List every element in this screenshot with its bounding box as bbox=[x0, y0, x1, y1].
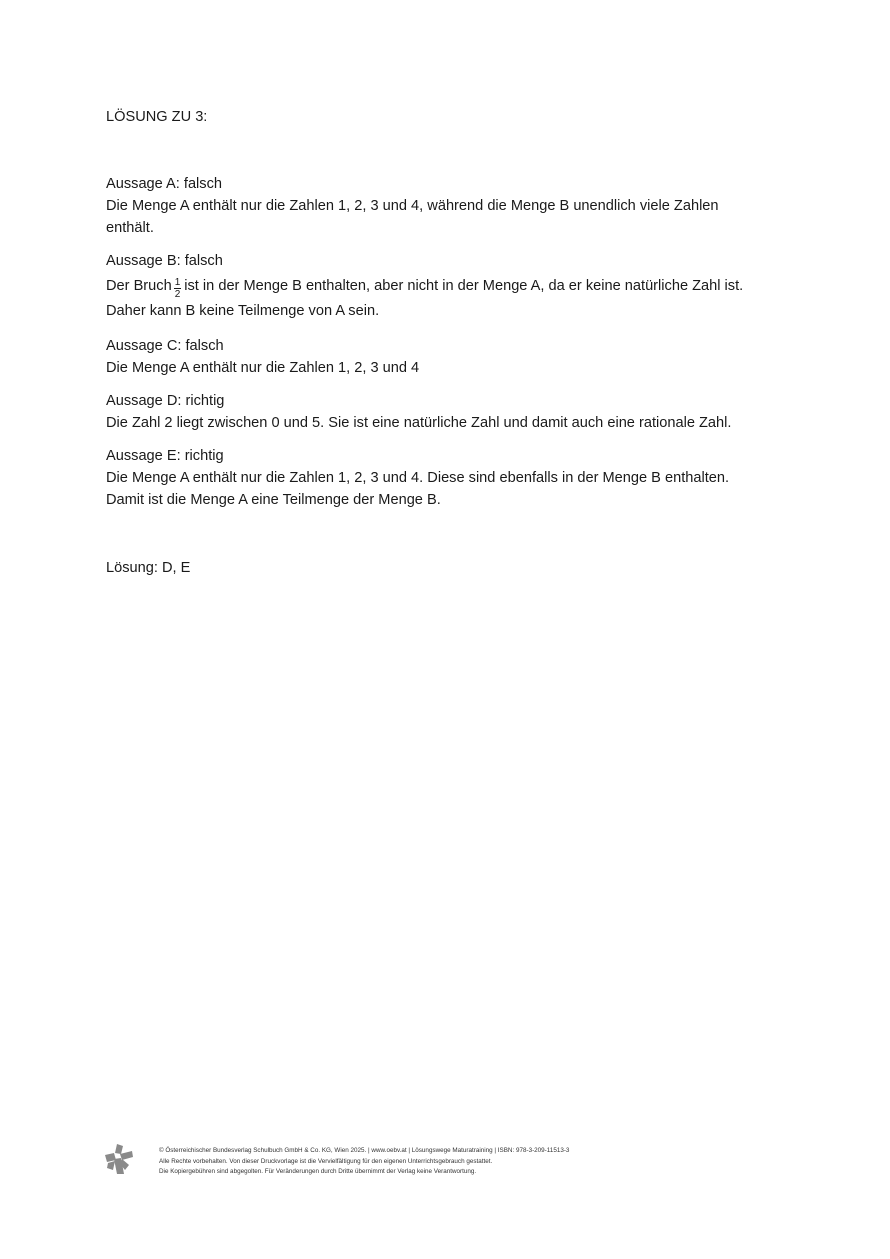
page-footer bbox=[104, 1143, 804, 1183]
statement-text: Die Menge A enthält nur die Zahlen 1, 2, 3 und 4, während die Menge B unendlich viele Zahlen bbox=[106, 198, 719, 214]
statement-text: Die Menge A enthält nur die Zahlen 1, 2, 3 und 4 bbox=[106, 360, 420, 376]
statement-text: Die Zahl 2 liegt zwischen 0 und 5. Sie ist eine natürliche Zahl und damit auch eine rationale Zahl. bbox=[106, 415, 732, 431]
statement-text: Die Menge A enthält nur die Zahlen 1, 2, 3 und 4. Diese sind ebenfalls in der Menge B enthalten. bbox=[106, 470, 730, 486]
fraction-denominator: 2 bbox=[174, 289, 181, 300]
statement-text-post: ist in der Menge B enthalten, aber nicht in der Menge A, da er keine natürliche Zahl ist. bbox=[184, 278, 744, 294]
statement-text: enthält. bbox=[106, 220, 154, 236]
statement-title: Aussage E: richtig bbox=[106, 448, 224, 464]
statement-text: Damit ist die Menge A eine Teilmenge der Menge B. bbox=[106, 492, 441, 508]
oebv-logo-icon bbox=[104, 1143, 134, 1175]
page-title: LÖSUNG ZU 3: bbox=[106, 109, 208, 125]
solution-summary: Lösung: D, E bbox=[106, 560, 191, 576]
statement-c bbox=[106, 335, 806, 379]
statement-b bbox=[106, 250, 806, 322]
statement-e bbox=[106, 445, 806, 511]
statement-d bbox=[106, 390, 806, 434]
statement-text bbox=[106, 275, 806, 300]
footer-line: Alle Rechte vorbehalten. Von dieser Druckvorlage ist die Vervielfältigung für den eigenen Unterrichtsgebrauch gestattet. bbox=[159, 1157, 493, 1165]
statement-text: Daher kann B keine Teilmenge von A sein. bbox=[106, 303, 380, 319]
statement-title: Aussage C: falsch bbox=[106, 338, 224, 354]
fraction-numerator: 1 bbox=[174, 277, 181, 288]
fraction-one-half bbox=[174, 277, 182, 300]
statement-title: Aussage A: falsch bbox=[106, 176, 223, 192]
footer-line: © Österreichischer Bundesverlag Schulbuch GmbH & Co. KG, Wien 2025. | www.oebv.at | Lösungswege Maturatraining | ISBN: 978-3-209-11513-3 bbox=[159, 1147, 570, 1154]
statement-title: Aussage B: falsch bbox=[106, 253, 223, 269]
footer-line: Die Kopiergebühren sind abgegolten. Für Veränderungen durch Dritte übernimmt der Verlag keine Verantwortung. bbox=[159, 1168, 477, 1175]
statement-title: Aussage D: richtig bbox=[106, 393, 225, 409]
statement-a bbox=[106, 173, 806, 239]
statement-text-pre: Der Bruch bbox=[106, 278, 172, 294]
copyright-notice bbox=[159, 1146, 569, 1178]
